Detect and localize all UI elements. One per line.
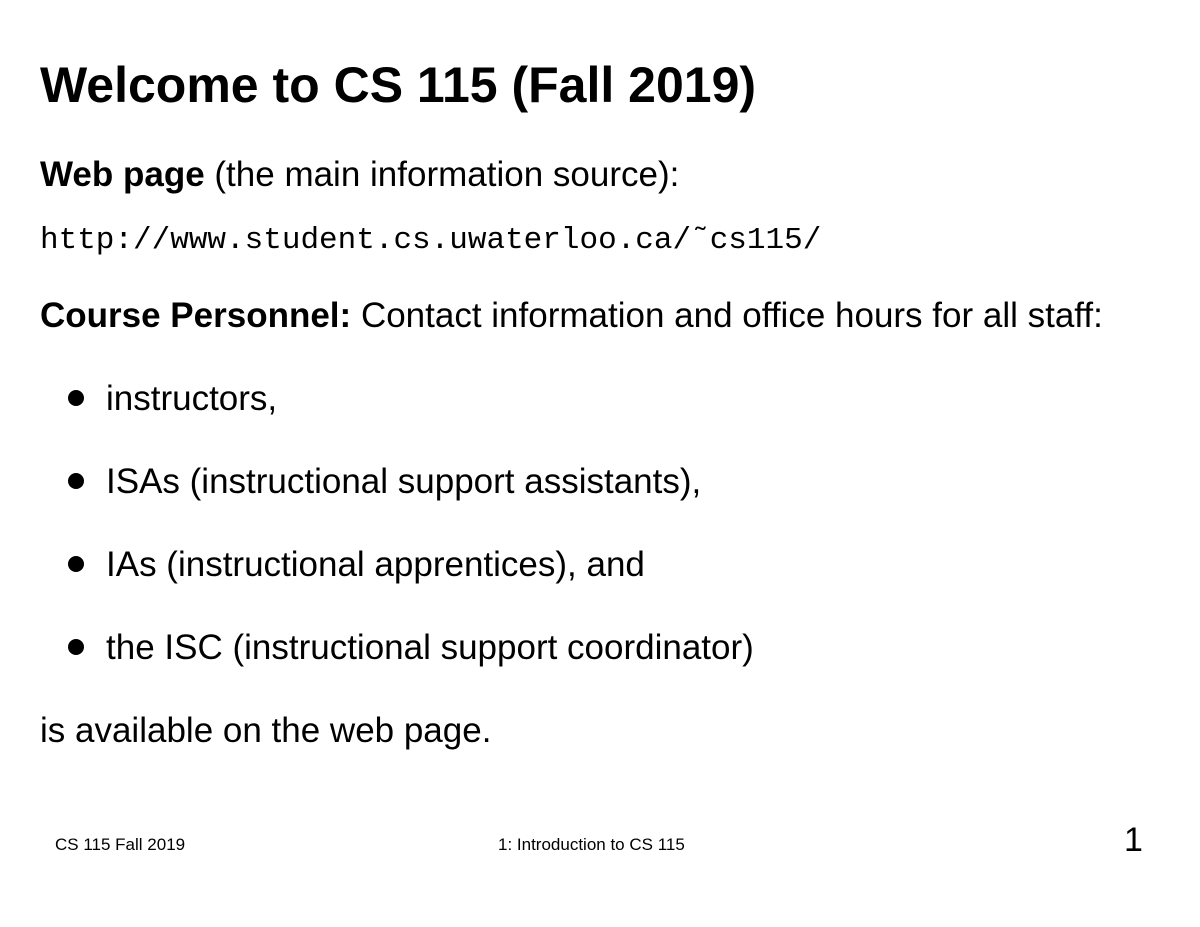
web-page-description: (the main information source): [214, 155, 680, 194]
list-item [68, 627, 754, 669]
closing-line: is available on the web page. [40, 711, 492, 750]
web-page-line [40, 154, 679, 196]
list-item [68, 461, 701, 503]
page-number: 1 [1124, 821, 1143, 859]
personnel-label: Course Personnel: [40, 296, 352, 335]
list-item-text: the ISC (instructional support coordinator) [106, 628, 754, 667]
footer-section: 1: Introduction to CS 115 [498, 835, 685, 854]
slide-title: Welcome to CS 115 (Fall 2019) [40, 57, 757, 113]
footer-course: CS 115 Fall 2019 [55, 835, 186, 854]
list-item-text: IAs (instructional apprentices), and [106, 545, 645, 584]
list-item-text: ISAs (instructional support assistants), [106, 462, 702, 501]
bullet-icon [68, 473, 84, 489]
bullet-icon [68, 639, 84, 655]
bullet-icon [68, 390, 84, 406]
personnel-line [40, 295, 1103, 337]
list-item-text: instructors, [106, 379, 278, 418]
list-item [68, 544, 645, 586]
course-url[interactable]: http://www.student.cs.uwaterloo.ca/˜cs115/ [40, 223, 822, 258]
list-item [68, 378, 277, 420]
web-page-label: Web page [40, 155, 205, 194]
bullet-icon [68, 556, 84, 572]
personnel-description: Contact information and office hours for all staff: [360, 296, 1103, 335]
